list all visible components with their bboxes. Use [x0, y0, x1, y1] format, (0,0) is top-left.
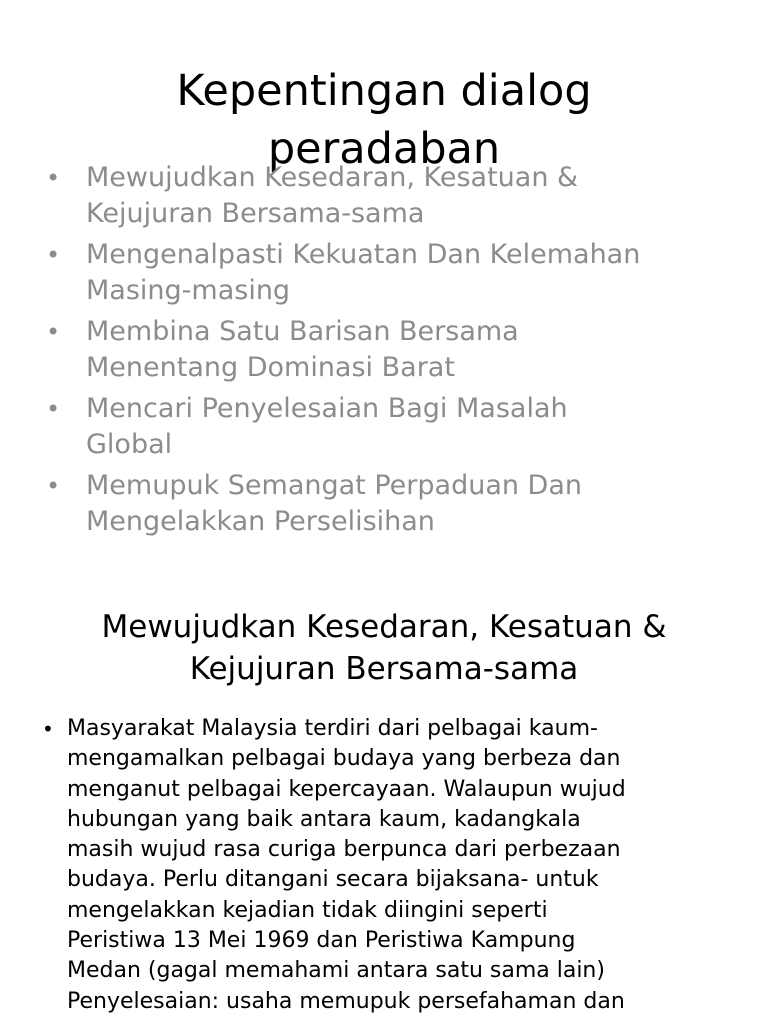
body-line: hubungan yang baik antara kaum, kadangkala	[67, 806, 581, 832]
body-line: masih wujud rasa curiga berpunca dari perbezaan	[67, 837, 621, 863]
list-item	[42, 714, 742, 1017]
list-item-line: Menentang Dominasi Barat	[86, 352, 455, 383]
list-item-line: Memupuk Semangat Perpaduan Dan	[86, 470, 583, 501]
list-item-line: Membina Satu Barisan Bersama	[86, 316, 519, 347]
section-title-line-2: Kejujuran Bersama-sama	[189, 651, 579, 687]
body-line: mengelakkan kejadian tidak diingini seperti	[67, 897, 548, 923]
bullet-icon: •	[46, 164, 61, 192]
bullet-icon: •	[46, 318, 61, 346]
list-item	[44, 237, 744, 309]
list-item-line: Mengenalpasti Kekuatan Dan Kelemahan	[86, 239, 641, 270]
list-item	[44, 160, 744, 232]
list-item-line: Global	[86, 429, 173, 460]
list-item-line: Masing-masing	[86, 275, 291, 306]
section-title	[0, 606, 768, 690]
section-title-line-1: Mewujudkan Kesedaran, Kesatuan &	[101, 609, 667, 645]
list-item	[44, 314, 744, 386]
body-line: Masyarakat Malaysia terdiri dari pelbagai kaum-	[67, 716, 598, 741]
list-item	[44, 468, 744, 540]
body-line: Medan (gagal memahami antara satu sama lain)	[67, 958, 605, 984]
bullet-icon: •	[42, 717, 54, 741]
body-line: budaya. Perlu ditangani secara bijaksana- untuk	[67, 867, 599, 893]
key-points-list	[44, 160, 744, 545]
list-item-line: Kejujuran Bersama-sama	[86, 198, 425, 229]
list-item-line: Mengelakkan Perselisihan	[86, 506, 435, 537]
body-line: mengamalkan pelbagai budaya yang berbeza dan	[67, 746, 621, 772]
body-line: Penyelesaian: usaha memupuk persefahaman dan	[67, 988, 625, 1014]
body-line: Peristiwa 13 Mei 1969 dan Peristiwa Kampung	[67, 928, 576, 954]
list-item-line: Mewujudkan Kesedaran, Kesatuan &	[86, 162, 579, 193]
slide-title-line-1: Kepentingan dialog	[176, 66, 592, 116]
list-item	[44, 391, 744, 463]
body-line: menganut pelbagai kepercayaan. Walaupun wujud	[67, 776, 626, 802]
section-body-list	[42, 714, 742, 1017]
bullet-icon: •	[46, 241, 61, 269]
bullet-icon: •	[46, 472, 61, 500]
bullet-icon: •	[46, 395, 61, 423]
list-item-line: Mencari Penyelesaian Bagi Masalah	[86, 393, 568, 424]
slide-title-line-2: peradaban	[267, 124, 501, 174]
